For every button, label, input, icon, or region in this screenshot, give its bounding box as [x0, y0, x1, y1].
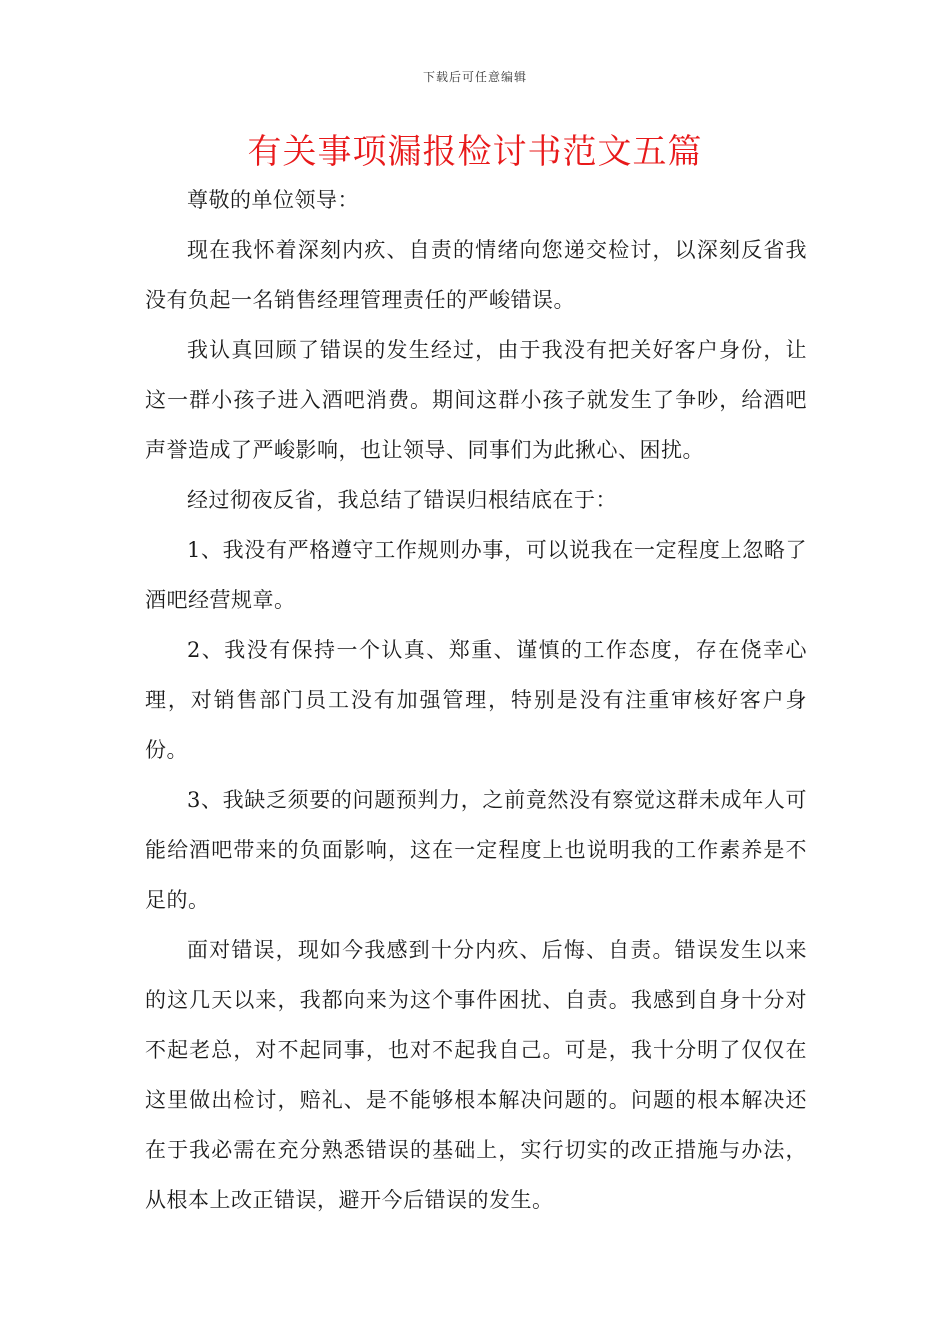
paragraph-conclusion: 面对错误，现如今我感到十分内疚、后悔、自责。错误发生以来的这几天以来，我都向来为这个事件困扰、自责。我感到自身十分对不起老总，对不起同事，也对不起我自己。可是，我十分明了仅仅在这里做出检讨，赔礼、是不能够根本解决问题的。问题的根本解决还在于我必需在充分熟悉错误的基础上，实行切实的改正措施与办法，从根本上改正错误，避开今后错误的发生。: [145, 938, 807, 1212]
document-title: 有关事项漏报检讨书范文五篇: [247, 132, 703, 172]
paragraph-review: 我认真回顾了错误的发生经过，由于我没有把关好客户身份，让这一群小孩子进入酒吧消费。期间这群小孩子就发生了争吵，给酒吧声誉造成了严峻影响，也让领导、同事们为此揪心、困扰。: [145, 338, 807, 462]
header-note: 下载后可任意编辑: [422, 70, 527, 84]
paragraph-point-1: 1、我没有严格遵守工作规则办事，可以说我在一定程度上忽略了酒吧经营规章。: [145, 538, 807, 612]
paragraph-summary-lead: 经过彻夜反省，我总结了错误归根结底在于：: [187, 488, 617, 512]
paragraph-point-3: 3、我缺乏须要的问题预判力，之前竟然没有察觉这群未成年人可能给酒吧带来的负面影响，这在一定程度上也说明我的工作素养是不足的。: [145, 788, 807, 912]
document-body: [145, 175, 807, 1225]
salutation: 尊敬的单位领导：: [187, 188, 359, 212]
paragraph-point-2: 2、我没有保持一个认真、郑重、谨慎的工作态度，存在侥幸心理，对销售部门员工没有加强管理，特别是没有注重审核好客户身份。: [145, 638, 807, 762]
paragraph-intro: 现在我怀着深刻内疚、自责的情绪向您递交检讨，以深刻反省我没有负起一名销售经理管理责任的严峻错误。: [145, 238, 807, 312]
